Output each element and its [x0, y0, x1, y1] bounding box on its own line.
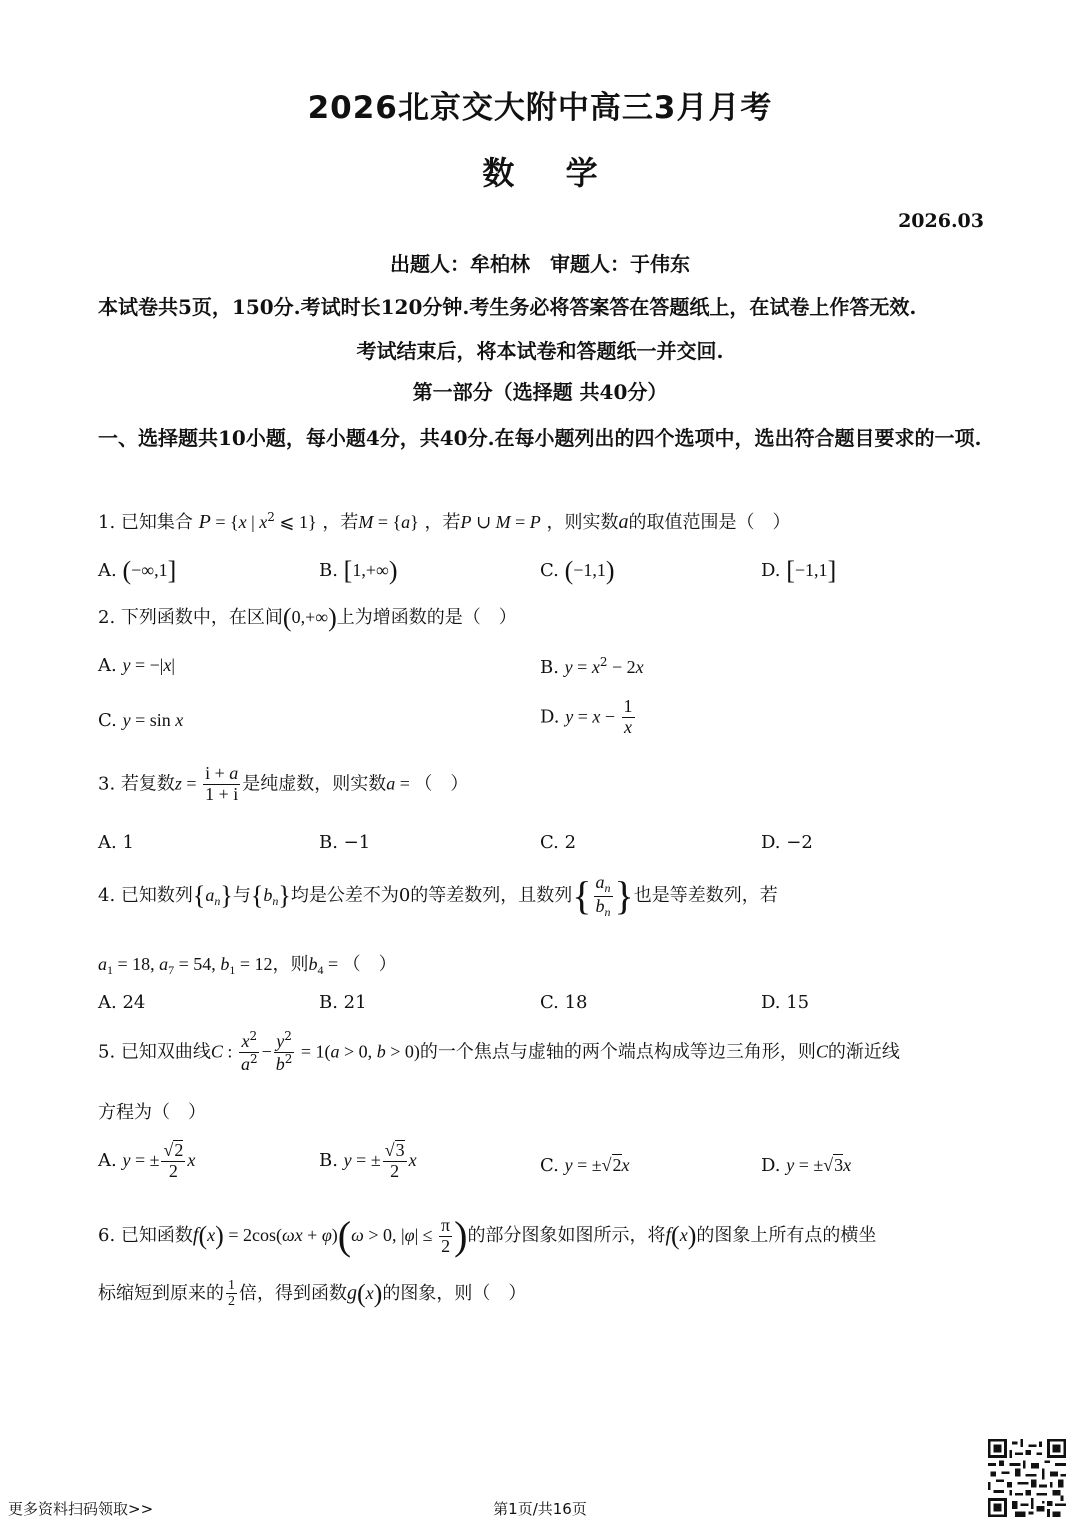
question-5-line-2: 方程为（ ） [98, 1102, 206, 1123]
q5-option-b: B. y = ± $\frac{√3}{2}$ x [319, 1140, 417, 1181]
question-6: 6. 已知函数f(x) = 2cos(ωx + φ)(ω > 0, |φ| ≤ $\frac{\pi}{2}$ )的部分图象如图所示，将f(x)的图象上所有点的横坐 [98, 1213, 877, 1258]
question-2: 2. 下列函数中，在区间(0,+∞)上为增函数的是（ ） [98, 603, 517, 632]
question-5: 5. 已知双曲线C : $\frac{x^2}{a^2}$ − $\frac{y^2}{b^2}$ = 1(a > 0, b > 0)的一个焦点与虚轴的两个端点构成等边三角形，则C的渐近线 [98, 1029, 900, 1074]
q2-option-c: C. y = sin x [98, 710, 184, 731]
subject-title: 数 学 [482, 154, 598, 192]
q3-option-d: D. −2 [761, 832, 813, 853]
q5-option-d: D. y = ±√3x [761, 1155, 852, 1176]
footer-promo-link[interactable]: 更多资料扫码领取>> [8, 1500, 154, 1518]
q4-option-b: B. 21 [319, 992, 367, 1013]
question-4-line-2: $a_1 = 18$, $a_7 = 54$, $b_1 = 12$，则$b_4$ = （ ） [98, 954, 397, 977]
question-1: 1. 已知集合 P = {x | $x^2$ ⩽ 1} ，若M = {a} ，若P ∪ M = P ，则实数a的取值范围是（ ） [98, 510, 791, 533]
question-3: 3. 若复数z = $\frac{i + a}{1 + i}$ 是纯虚数，则实数a = （ ） [98, 763, 469, 804]
question-6-line-2: 标缩短到原来的 $\frac{1}{2}$ 倍，得到函数g(x)的图象，则（ ） [98, 1278, 527, 1310]
q2-option-a: A. y = −|x| [98, 655, 175, 676]
instructions-line-1: 本试卷共5页，150分.考试时长120分钟.考生务必将答案答在答题纸上，在试卷上作答无效. [98, 295, 917, 319]
part-title: 第一部分（选择题 共40分） [412, 380, 668, 404]
q3-option-a: A. 1 [98, 832, 134, 853]
q4-option-c: C. 18 [540, 992, 588, 1013]
q5-option-c: C. y = ±√2x [540, 1155, 630, 1176]
q3-option-c: C. 2 [540, 832, 577, 853]
q4-option-a: A. 24 [98, 992, 146, 1013]
q1-option-d: D. [−1,1] [761, 556, 837, 585]
page-number: 第1页/共16页 [493, 1500, 587, 1518]
instructions-line-2: 考试结束后，将本试卷和答题纸一并交回. [356, 339, 724, 363]
q1-option-c: C. (−1,1) [540, 556, 615, 585]
q5-option-a: A. y = ± $\frac{√2}{2}$ x [98, 1140, 196, 1181]
exam-title: 2026北京交大附中高三3月月考 [307, 90, 773, 126]
q2-option-b: B. $y = x^2 - 2x$ [540, 655, 644, 678]
q3-option-b: B. −1 [319, 832, 371, 853]
q4-option-d: D. 15 [761, 992, 810, 1013]
q2-option-d: D. y = x − $\frac{1}{x}$ [540, 696, 633, 737]
section-intro: 一、选择题共10小题，每小题4分，共40分.在每小题列出的四个选项中，选出符合题目要求的一项. [98, 426, 982, 450]
question-4: 4. 已知数列$\{a_n\}$与$\{b_n\}$均是公差不为0的等差数列，且数列{ $\frac{a_n}{b_n}$ }也是等差数列，若 [98, 872, 778, 919]
q1-option-b: B. [1,+∞) [319, 556, 398, 585]
q1-option-a: A. (−∞,1] [98, 556, 177, 585]
authors-line: 出题人：牟柏林 审题人：于伟东 [390, 252, 690, 276]
exam-date: 2026.03 [898, 210, 984, 232]
